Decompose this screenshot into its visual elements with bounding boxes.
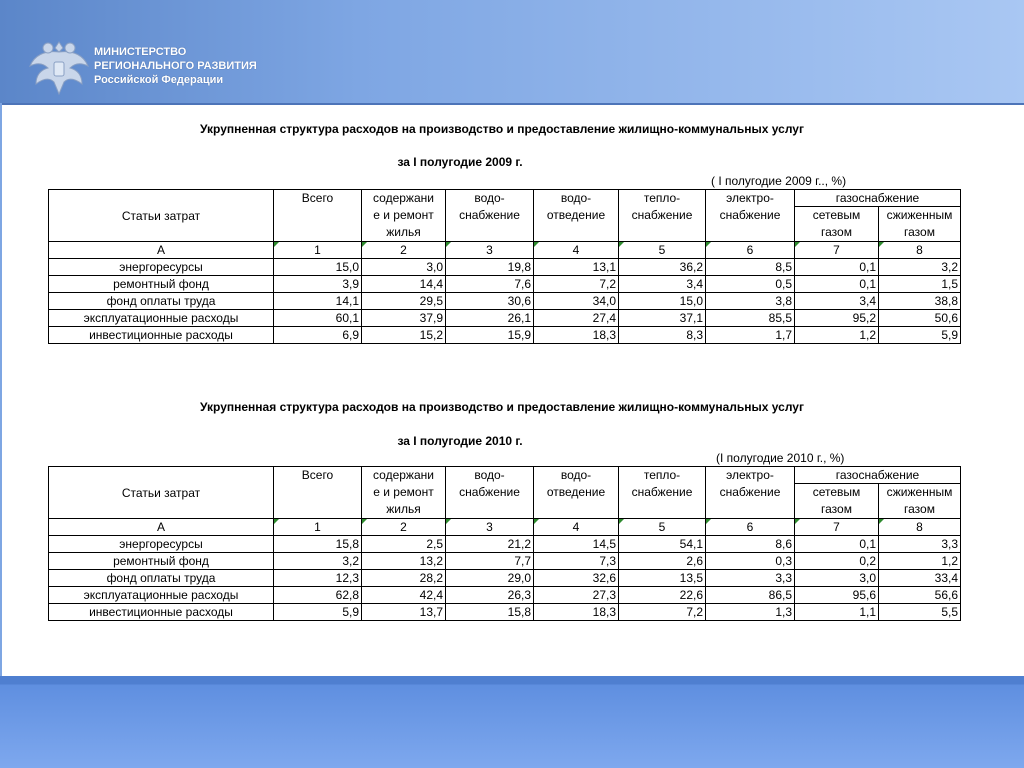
cell-value: 3,3 xyxy=(706,570,795,587)
cell-value: 18,3 xyxy=(534,604,619,621)
cell-value: 14,1 xyxy=(274,293,362,310)
table-row xyxy=(49,536,961,553)
table-row xyxy=(49,310,961,327)
table-2-period: за I полугодие 2010 г. xyxy=(397,434,523,448)
cell-value: 15,8 xyxy=(446,604,534,621)
cell-value: 3,2 xyxy=(274,553,362,570)
cell-value: 3,0 xyxy=(362,259,446,276)
header-water-supply: водо- снабжение xyxy=(446,467,534,519)
header-housing: содержани е и ремонт жилья xyxy=(362,190,446,242)
ministry-line-2: РЕГИОНАЛЬНОГО РАЗВИТИЯ xyxy=(94,60,257,72)
cell-value: 34,0 xyxy=(534,293,619,310)
table-2-title: Укрупненная структура расходов на производство и предоставление жилищно-коммунальных услуг xyxy=(200,400,804,414)
cell-value: 5,9 xyxy=(274,604,362,621)
header-heat-supply: тепло- снабжение xyxy=(619,190,706,242)
cell-value: 30,6 xyxy=(446,293,534,310)
row-label: эксплуатационные расходы xyxy=(49,587,274,604)
cell-value: 28,2 xyxy=(362,570,446,587)
cell-value: 12,3 xyxy=(274,570,362,587)
table-1 xyxy=(48,189,961,344)
cell-value: 15,0 xyxy=(619,293,706,310)
cell-value: 19,8 xyxy=(446,259,534,276)
cell-value: 29,0 xyxy=(446,570,534,587)
cell-value: 13,5 xyxy=(619,570,706,587)
cell-value: 15,9 xyxy=(446,327,534,344)
header-liquefied-gas: сжиженным газом xyxy=(879,207,961,242)
cell-value: 13,1 xyxy=(534,259,619,276)
table-row xyxy=(49,259,961,276)
cell-value: 1,2 xyxy=(795,327,879,344)
ministry-line-3: Российской Федерации xyxy=(94,74,224,86)
cell-value: 22,6 xyxy=(619,587,706,604)
header-electricity: электро- снабжение xyxy=(706,467,795,519)
table-2-body xyxy=(49,536,961,621)
column-numbers-row: А 1 2 3 4 5 6 7 8 xyxy=(49,242,961,259)
row-label: ремонтный фонд xyxy=(49,553,274,570)
cell-value: 0,5 xyxy=(706,276,795,293)
cell-value: 8,6 xyxy=(706,536,795,553)
cell-value: 7,2 xyxy=(619,604,706,621)
table-row xyxy=(49,553,961,570)
cell-value: 2,6 xyxy=(619,553,706,570)
cell-value: 21,2 xyxy=(446,536,534,553)
header-wastewater: водо- отведение xyxy=(534,467,619,519)
table-2 xyxy=(48,466,961,621)
cell-value: 7,6 xyxy=(446,276,534,293)
cell-value: 14,5 xyxy=(534,536,619,553)
cell-value: 3,4 xyxy=(795,293,879,310)
header-water-supply: водо- снабжение xyxy=(446,190,534,242)
header-label: Статьи затрат xyxy=(49,190,274,242)
cell-value: 54,1 xyxy=(619,536,706,553)
cell-value: 95,2 xyxy=(795,310,879,327)
cell-value: 33,4 xyxy=(879,570,961,587)
slide-footer xyxy=(0,676,1024,768)
table-row xyxy=(49,327,961,344)
cell-value: 50,6 xyxy=(879,310,961,327)
cell-value: 0,1 xyxy=(795,536,879,553)
cell-value: 86,5 xyxy=(706,587,795,604)
cell-value: 26,3 xyxy=(446,587,534,604)
table-1-body xyxy=(49,259,961,344)
ministry-line-1: МИНИСТЕРСТВО xyxy=(94,46,187,58)
table-row xyxy=(49,570,961,587)
cell-value: 7,3 xyxy=(534,553,619,570)
ministry-name xyxy=(94,45,257,87)
row-label: энергоресурсы xyxy=(49,259,274,276)
cell-value: 3,9 xyxy=(274,276,362,293)
cell-value: 85,5 xyxy=(706,310,795,327)
row-label: эксплуатационные расходы xyxy=(49,310,274,327)
cell-value: 0,1 xyxy=(795,276,879,293)
table-1-period: за I полугодие 2009 г. xyxy=(397,155,523,169)
cell-value: 5,5 xyxy=(879,604,961,621)
table-1-title: Укрупненная структура расходов на производство и предоставление жилищно-коммунальных услуг xyxy=(200,122,804,136)
cell-value: 15,2 xyxy=(362,327,446,344)
cell-value: 32,6 xyxy=(534,570,619,587)
row-label: фонд оплаты труда xyxy=(49,293,274,310)
cell-value: 13,7 xyxy=(362,604,446,621)
cell-value: 26,1 xyxy=(446,310,534,327)
double-headed-eagle-icon xyxy=(24,32,94,102)
cell-value: 3,4 xyxy=(619,276,706,293)
cell-value: 3,0 xyxy=(795,570,879,587)
cell-value: 8,3 xyxy=(619,327,706,344)
slide-header xyxy=(0,0,1024,105)
row-label: инвестиционные расходы xyxy=(49,327,274,344)
cell-value: 27,3 xyxy=(534,587,619,604)
table-row xyxy=(49,293,961,310)
header-electricity: электро- снабжение xyxy=(706,190,795,242)
header-total: Всего xyxy=(274,190,362,242)
header-gas: газоснабжение xyxy=(795,467,961,484)
column-numbers-row: А 1 2 3 4 5 6 7 8 xyxy=(49,519,961,536)
row-label: энергоресурсы xyxy=(49,536,274,553)
header-total: Всего xyxy=(274,467,362,519)
cell-value: 56,6 xyxy=(879,587,961,604)
row-label: ремонтный фонд xyxy=(49,276,274,293)
cell-value: 0,2 xyxy=(795,553,879,570)
cell-value: 27,4 xyxy=(534,310,619,327)
cell-value: 1,3 xyxy=(706,604,795,621)
cell-value: 13,2 xyxy=(362,553,446,570)
row-label: инвестиционные расходы xyxy=(49,604,274,621)
cell-value: 37,1 xyxy=(619,310,706,327)
cell-value: 1,5 xyxy=(879,276,961,293)
cell-value: 1,1 xyxy=(795,604,879,621)
cell-value: 1,7 xyxy=(706,327,795,344)
header-network-gas: сетевым газом xyxy=(795,207,879,242)
cell-value: 7,7 xyxy=(446,553,534,570)
cell-value: 37,9 xyxy=(362,310,446,327)
cell-value: 2,5 xyxy=(362,536,446,553)
cell-value: 42,4 xyxy=(362,587,446,604)
cell-value: 3,3 xyxy=(879,536,961,553)
table-row xyxy=(49,276,961,293)
header-housing: содержани е и ремонт жилья xyxy=(362,467,446,519)
cell-value: 0,1 xyxy=(795,259,879,276)
cell-value: 6,9 xyxy=(274,327,362,344)
left-rule xyxy=(0,103,2,676)
cell-value: 5,9 xyxy=(879,327,961,344)
cell-value: 7,2 xyxy=(534,276,619,293)
cell-value: 36,2 xyxy=(619,259,706,276)
cell-value: 95,6 xyxy=(795,587,879,604)
cell-value: 3,2 xyxy=(879,259,961,276)
table-row xyxy=(49,587,961,604)
cell-value: 14,4 xyxy=(362,276,446,293)
cell-value: 1,2 xyxy=(879,553,961,570)
header-label: Статьи затрат xyxy=(49,467,274,519)
table-row xyxy=(49,604,961,621)
cell-value: 15,8 xyxy=(274,536,362,553)
header-heat-supply: тепло- снабжение xyxy=(619,467,706,519)
cell-value: 0,3 xyxy=(706,553,795,570)
header-gas: газоснабжение xyxy=(795,190,961,207)
cell-value: 15,0 xyxy=(274,259,362,276)
cell-value: 8,5 xyxy=(706,259,795,276)
table-2-unit: (I полугодие 2010 г., %) xyxy=(716,451,845,465)
header-network-gas: сетевым газом xyxy=(795,484,879,519)
cell-value: 18,3 xyxy=(534,327,619,344)
cell-value: 60,1 xyxy=(274,310,362,327)
header-liquefied-gas: сжиженным газом xyxy=(879,484,961,519)
cell-value: 38,8 xyxy=(879,293,961,310)
cell-value: 3,8 xyxy=(706,293,795,310)
header-wastewater: водо- отведение xyxy=(534,190,619,242)
row-label: фонд оплаты труда xyxy=(49,570,274,587)
table-1-unit: ( I полугодие 2009 г.., %) xyxy=(711,174,847,188)
cell-value: 62,8 xyxy=(274,587,362,604)
cell-value: 29,5 xyxy=(362,293,446,310)
